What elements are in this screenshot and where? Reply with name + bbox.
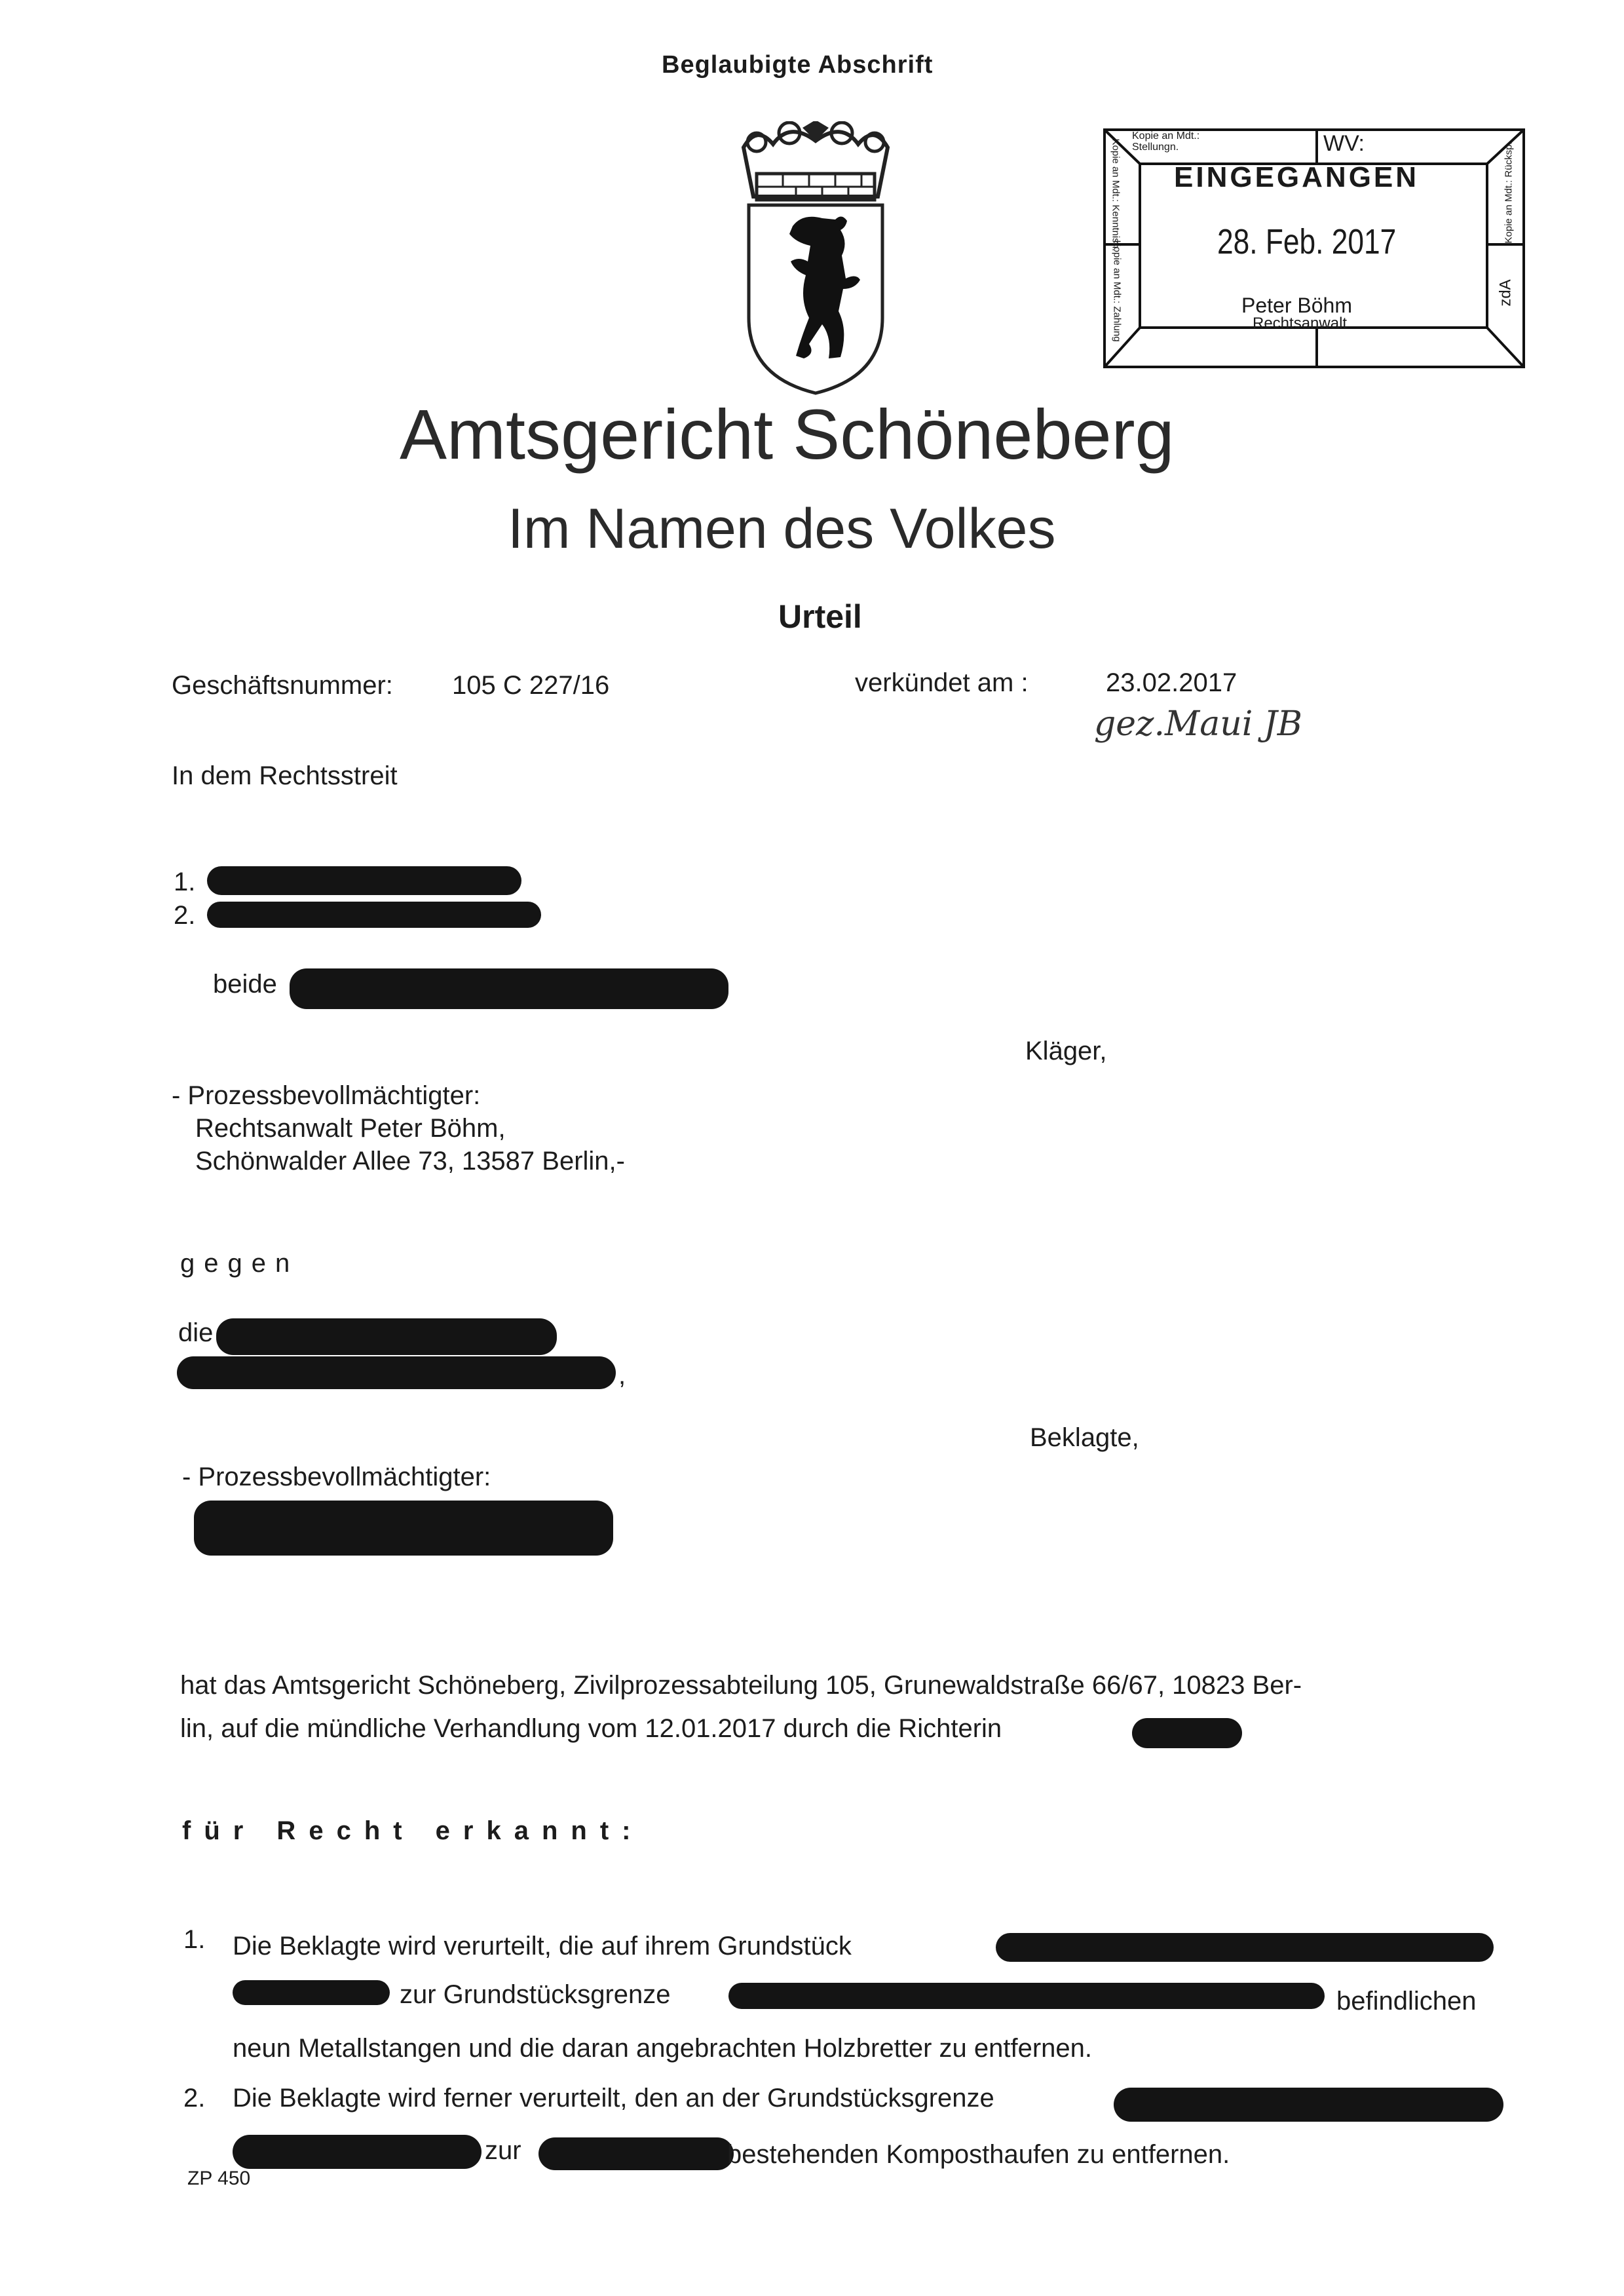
- ruling-2-number: 2.: [183, 2084, 206, 2113]
- ruling-2-text-a: Die Beklagte wird ferner verurteilt, den an der Grundstücksgrenze: [233, 2084, 994, 2113]
- redaction-defendant-counsel: [194, 1501, 613, 1556]
- redaction-property-3: [233, 2135, 482, 2169]
- stamp-lawyer-title: Rechtsanwalt: [1253, 315, 1348, 332]
- plaintiff-1-number: 1.: [174, 868, 196, 896]
- defendant-prefix: die: [178, 1318, 214, 1347]
- court-composition-line-2: lin, auf die mündliche Verhandlung vom 12.01.2017 durch die Richterin: [180, 1714, 1002, 1743]
- stamp-right-bottom: zdA: [1496, 279, 1515, 307]
- redaction-boundary-1: [728, 1983, 1325, 2009]
- stamp-date: 28. Feb. 2017: [1217, 222, 1397, 261]
- stamp-left-bottom: Kopie an Mdt.: Zahlung: [1111, 240, 1123, 342]
- defendant-counsel-label: - Prozessbevollmächtigter:: [182, 1463, 491, 1491]
- plaintiff-counsel-name: Rechtsanwalt Peter Böhm,: [195, 1114, 506, 1143]
- redaction-plaintiff-2: [207, 902, 541, 928]
- redaction-defendant-address: [177, 1356, 616, 1389]
- ruling-1-text-a: Die Beklagte wird verurteilt, die auf ihrem Grundstück: [233, 1932, 852, 1961]
- plaintiff-counsel-label: - Prozessbevollmächtigter:: [172, 1081, 481, 1110]
- ruling-1-text-c: befindlichen: [1336, 1987, 1477, 2016]
- stamp-copy-statement: Kopie an Mdt.: Stellungn.: [1132, 130, 1200, 153]
- case-number: 105 C 227/16: [452, 671, 610, 700]
- redaction-plaintiffs-address: [290, 968, 728, 1009]
- redaction-property-2: [233, 1980, 390, 2005]
- dispute-intro: In dem Rechtsstreit: [172, 761, 398, 790]
- redaction-property-4: [538, 2137, 734, 2170]
- plaintiff-role: Kläger,: [1025, 1037, 1107, 1065]
- stamp-received-label: EINGEGANGEN: [1174, 161, 1420, 193]
- defendant-role: Beklagte,: [1030, 1423, 1139, 1452]
- redaction-property-1: [996, 1933, 1494, 1962]
- announced-label: verkündet am :: [855, 668, 1029, 697]
- plaintiffs-both-label: beide: [213, 970, 277, 999]
- stamp-wv-label: WV:: [1323, 131, 1365, 156]
- ruling-2-text-c: bestehenden Komposthaufen zu entfernen.: [727, 2140, 1230, 2169]
- judgment-formula: Im Namen des Volkes: [508, 497, 1056, 560]
- stamp-left-top: Kopie an Mdt.: Kenntnisn.: [1110, 138, 1122, 252]
- certified-copy-heading: Beglaubigte Abschrift: [662, 51, 934, 79]
- signature-note: gez.Maui JB: [1094, 704, 1302, 744]
- redaction-defendant-name: [216, 1318, 557, 1355]
- redaction-boundary-2: [1114, 2088, 1503, 2122]
- form-code: ZP 450: [187, 2168, 251, 2189]
- versus-label: gegen: [180, 1249, 299, 1278]
- redaction-plaintiff-1: [207, 866, 521, 895]
- plaintiff-counsel-address: Schönwalder Allee 73, 13587 Berlin,-: [195, 1147, 625, 1176]
- stamp-lawyer-name: Peter Böhm: [1241, 294, 1352, 317]
- redaction-judge-name: [1132, 1718, 1242, 1748]
- defendant-comma: ,: [618, 1361, 626, 1390]
- ruling-1-text-b: zur Grundstücksgrenze: [400, 1980, 671, 2009]
- announced-date: 23.02.2017: [1106, 668, 1237, 697]
- case-number-label: Geschäftsnummer:: [172, 671, 393, 700]
- plaintiff-2-number: 2.: [174, 901, 196, 930]
- ruling-1-text-d: neun Metallstangen und die daran angebrachten Holzbretter zu entfernen.: [233, 2034, 1093, 2063]
- ruling-1-number: 1.: [183, 1925, 206, 1954]
- stamp-right-top: Kopie an Mdt.: Rücksp.: [1503, 142, 1515, 244]
- court-composition-line-1: hat das Amtsgericht Schöneberg, Zivilprozessabteilung 105, Grunewaldstraße 66/67, 10823 Ber-: [180, 1671, 1302, 1700]
- ruling-2-text-b: zur: [485, 2136, 521, 2165]
- judgment-heading: für Recht erkannt:: [182, 1816, 644, 1845]
- received-stamp: [1101, 117, 1533, 372]
- document-type: Urteil: [778, 598, 862, 635]
- court-name: Amtsgericht Schöneberg: [400, 394, 1175, 474]
- berlin-coat-of-arms-icon: [730, 121, 901, 396]
